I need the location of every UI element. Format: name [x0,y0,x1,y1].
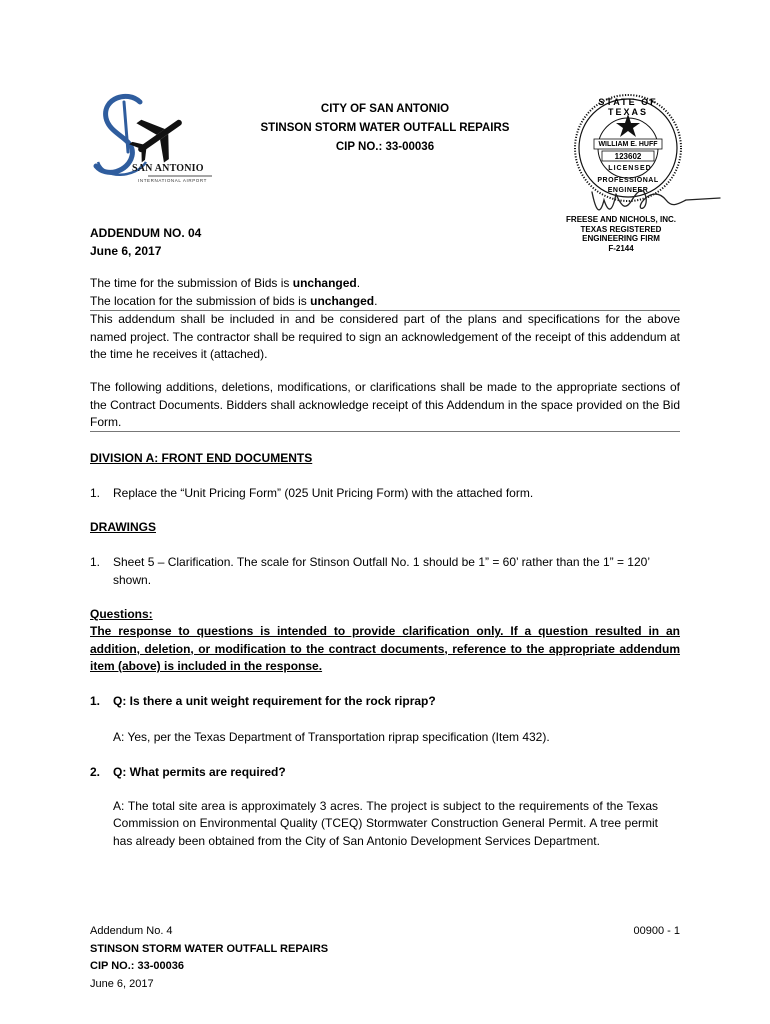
intro-paragraph-2: The following additions, deletions, modifications, or clarifications shall be made to the appropriate sections of the Contract Documents. Bidders shall acknowledge receipt of this Addendum in the space provided on the Bid Form. [90,380,680,429]
item-text: Sheet 5 – Clarification. The scale for Stinson Outfall No. 1 should be 1” = 60’ rather than the 1” = 120’ shown. [113,555,650,587]
bid-time-value: unchanged [292,276,357,290]
engineering-firm-block [556,215,686,253]
division-a-heading: DIVISION A: FRONT END DOCUMENTS [90,451,313,465]
seal-top-arc: STATE OF TEXAS [598,97,658,117]
bid-location-prefix: The location for the submission of bids is [90,294,311,308]
item-number: 1. [90,555,101,569]
question-number: 1. [90,694,101,708]
question-item [90,764,682,850]
answer-text: A: Yes, per the Texas Department of Transportation riprap specification (Item 432). [113,729,550,744]
divider-rule-2 [90,431,680,432]
division-a-item [90,485,682,503]
bid-location-suffix: . [374,294,378,308]
firm-engineering: ENGINEERING FIRM [582,234,660,243]
header-project: STINSON STORM WATER OUTFALL REPAIRS [260,122,510,134]
question-text: Q: What permits are required? [113,765,286,779]
footer-date: June 6, 2017 [90,977,154,990]
bid-location-value: unchanged [310,294,375,308]
seal-licensed: LICENSED [608,165,652,172]
bid-location-line [90,293,377,311]
question-number: 2. [90,765,101,779]
bid-time-prefix: The time for the submission of Bids is [90,276,293,290]
firm-name: FREESE AND NICHOLS, INC. [566,215,676,224]
logo-subtitle: INTERNATIONAL AIRPORT [138,178,208,183]
answer-text: A: The total site area is approximately 3 acres. The project is subject to the requirements of the Texas Commission on Environmental Quality (TCEQ) Stormwater Construction General Permit. A tree permit has already been obtained from the City of San Antonio Development Services Department. [113,798,658,848]
questions-note: The response to questions is intended to provide clarification only. If a question resulted in an addition, deletion, or modification to the contract documents, reference to the appropriate addendum item (above) is included in the response. [90,624,680,673]
header-city: CITY OF SAN ANTONIO [320,103,450,115]
seal-bottom-arc: PROFESSIONAL ENGINEER [597,177,659,194]
header-cip: CIP NO.: 33-00036 [335,141,435,153]
intro-paragraph-1: This addendum shall be included in and be considered part of the plans and specifications for the above named project. The contractor shall be required to sign an acknowledgement of the receipt of this addendum at the time he receives it (attached). [90,312,680,361]
logo-name: SAN ANTONIO [132,163,204,174]
question-text: Q: Is there a unit weight requirement for the rock riprap? [113,694,436,708]
drawings-heading: DRAWINGS [90,520,156,534]
footer-cip: CIP NO.: 33-00036 [90,960,184,972]
item-text: Replace the “Unit Pricing Form” (025 Unit Pricing Form) with the attached form. [113,486,534,500]
addendum-block [90,224,201,260]
bid-time-line [90,275,360,293]
footer-addendum: Addendum No. 4 [90,925,173,937]
firm-registered: TEXAS REGISTERED [580,224,662,234]
seal-license-number: 123602 [614,152,642,161]
drawings-item [90,554,682,589]
firm-number: F-2144 [608,243,634,253]
seal-engineer-name: WILLIAM E. HUFF [598,141,658,148]
page-number: 00900 - 1 [633,925,680,937]
addendum-date: June 6, 2017 [90,244,162,258]
questions-heading: Questions: [90,607,153,621]
page-footer [90,923,328,993]
bid-time-suffix: . [356,276,361,290]
item-number: 1. [90,486,101,500]
document-header [200,100,570,157]
addendum-title: ADDENDUM NO. 04 [90,226,202,240]
footer-project: STINSON STORM WATER OUTFALL REPAIRS [90,942,329,955]
question-item [90,693,682,746]
